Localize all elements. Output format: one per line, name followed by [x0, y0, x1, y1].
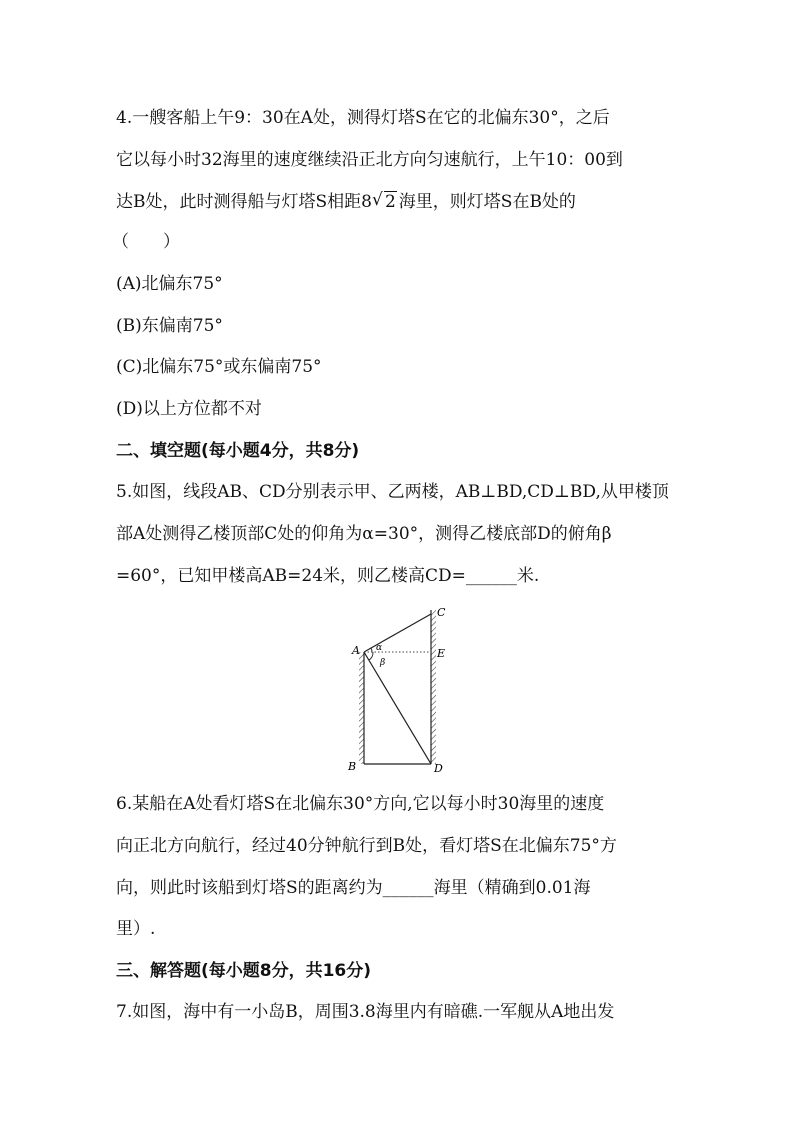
- q4-line-3-text-b: 海里，则灯塔S在B处的: [398, 192, 576, 212]
- label-a: A: [352, 644, 360, 657]
- segment-ad: [364, 652, 431, 764]
- q7-line-1: 7.如图，海中有一小岛B，周围3.8海里内有暗礁.一军舰从A地出发: [116, 1002, 615, 1022]
- label-alpha: α: [376, 643, 383, 653]
- segment-ac: [364, 614, 431, 652]
- q5-line-3: =60°，已知甲楼高AB=24米，则乙楼高CD=______米.: [116, 566, 540, 586]
- label-e: E: [437, 647, 446, 660]
- q4-line-1: 4.一艘客船上午9：30在A处，测得灯塔S在它的北偏东30°，之后: [116, 108, 610, 128]
- q4-option-c: (C)北偏东75°或东偏南75°: [116, 357, 322, 377]
- q5-line-2: 部A处测得乙楼顶部C处的仰角为α=30°，测得乙楼底部D的俯角β: [116, 524, 612, 544]
- q4-line-3: [116, 190, 576, 214]
- q4-line-3-text-a: 达B处，此时测得船与灯塔S相距8: [116, 192, 372, 212]
- building-diagram: [340, 604, 460, 776]
- label-d: D: [434, 762, 443, 775]
- q6-line-3: 向，则此时该船到灯塔S的距离约为______海里（精确到0.01海: [116, 878, 591, 898]
- q4-line-2: 它以每小时32海里的速度继续沿正北方向匀速航行，上午10：00到: [116, 150, 623, 170]
- q4-option-d: (D)以上方位都不对: [116, 399, 262, 419]
- angle-alpha-arc: [371, 648, 372, 652]
- label-b: B: [348, 760, 357, 773]
- building-ab-hatch: [359, 652, 364, 764]
- angle-beta-arc: [369, 652, 373, 660]
- q6-line-1: 6.某船在A处看灯塔S在北偏东30°方向,它以每小时30海里的速度: [116, 794, 605, 814]
- section-2-heading: 二、填空题(每小题4分，共8分): [116, 441, 360, 461]
- label-beta: β: [380, 658, 386, 668]
- label-c: C: [437, 606, 446, 619]
- sqrt-radicand: 2: [384, 192, 396, 212]
- sqrt-symbol: [374, 190, 397, 214]
- q4-answer-paren: （ ）: [112, 232, 180, 252]
- section-3-heading: 三、解答题(每小题8分，共16分): [116, 961, 372, 981]
- q4-option-a: (A)北偏东75°: [116, 274, 223, 294]
- q6-line-2: 向正北方向航行，经过40分钟航行到B处，看灯塔S在北偏东75°方: [116, 836, 617, 856]
- q6-line-4: 里）.: [116, 919, 156, 939]
- q5-line-1: 5.如图，线段AB、CD分别表示甲、乙两楼，AB⊥BD,CD⊥BD,从甲楼顶: [116, 482, 669, 502]
- q4-option-b: (B)东偏南75°: [116, 316, 223, 336]
- building-cd-hatch: [431, 610, 436, 764]
